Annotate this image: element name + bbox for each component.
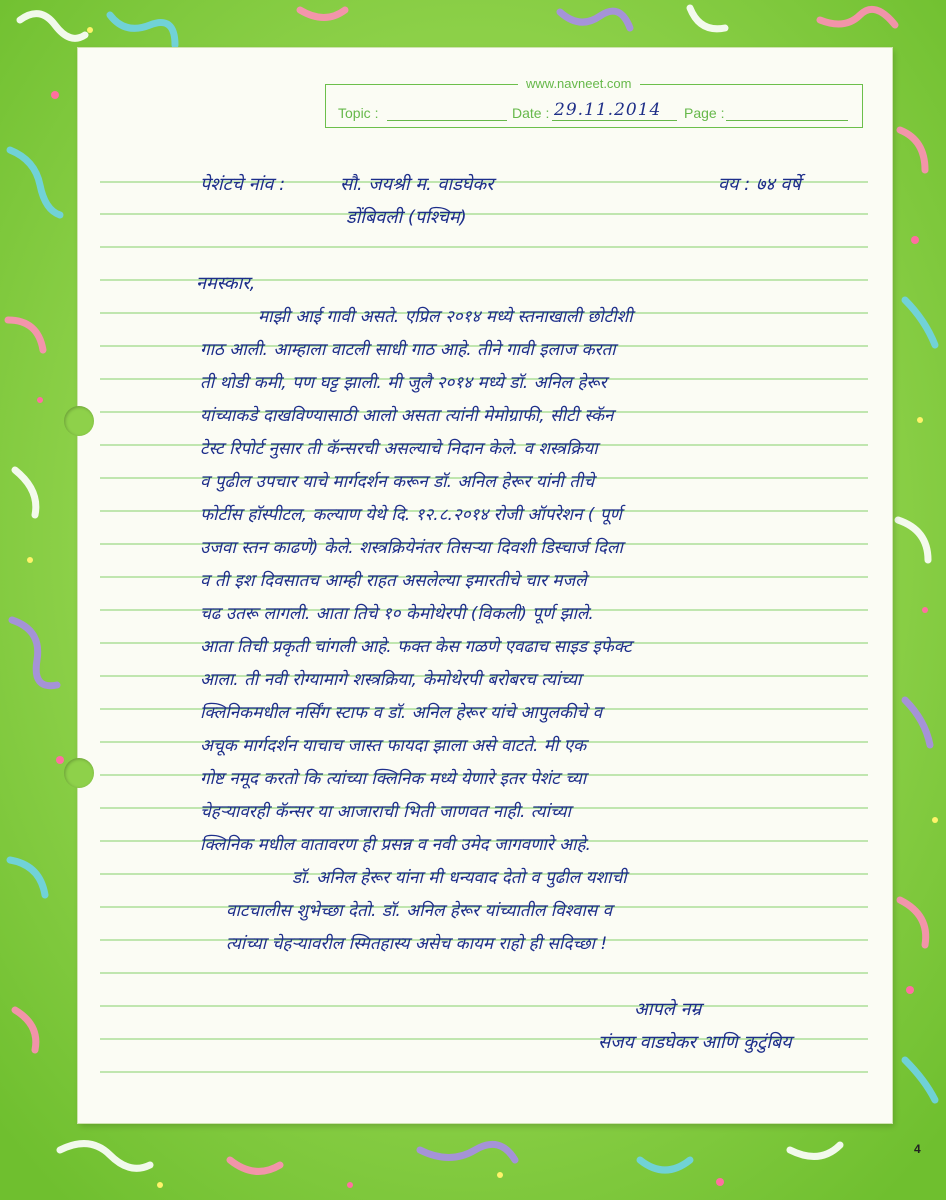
letter-line: क्लिनिक मधील वातावरण ही प्रसन्न व नवी उमेद जागवणारे आहे. <box>200 835 591 855</box>
page-label: Page : <box>684 105 725 121</box>
letter-line: चेहऱ्यावरही कॅन्सर या आजाराची भिती जाणवत नाही. त्यांच्या <box>200 802 571 822</box>
topic-line <box>387 120 507 121</box>
letter-line: यांच्याकडे दाखविण्यासाठी आलो असता त्यांनी मेमोग्राफी, सीटी स्कॅन <box>200 406 614 426</box>
page-line <box>726 120 848 121</box>
letter-line: गोष्ट नमूद करतो कि त्यांच्या क्लिनिक मध्ये येणारे इतर पेशंट च्या <box>200 769 587 789</box>
date-line <box>552 120 677 121</box>
greeting: नमस्कार, <box>196 273 256 294</box>
punch-hole-bottom <box>64 758 94 788</box>
date-label: Date : <box>512 105 550 121</box>
letter-line: माझी आई गावी असते. एप्रिल २०१४ मध्ये स्तनाखाली छोटीशी <box>258 307 633 327</box>
site-url: www.navneet.com <box>518 76 640 91</box>
letter-line: व पुढील उपचार याचे मार्गदर्शन करून डॉ. अनिल हेरूर यांनी तीचे <box>200 472 595 492</box>
closing: आपले नम्र <box>634 999 702 1020</box>
punch-hole-top <box>64 406 94 436</box>
patient-age: वय : ७४ वर्षे <box>718 174 801 195</box>
letter-line: त्यांच्या चेहऱ्यावरील स्मितहास्य असेच कायम राहो ही सदिच्छा ! <box>226 934 608 954</box>
patient-name: सौ. जयश्री म. वाडघेकर <box>340 174 494 195</box>
topic-label: Topic : <box>338 105 379 121</box>
letter-line: वाटचालीस शुभेच्छा देतो. डॉ. अनिल हेरूर यांच्यातील विश्वास व <box>226 901 613 921</box>
letter-line: गाठ आली. आम्हाला वाटली साधी गाठ आहे. तीने गावी इलाज करता <box>200 340 616 360</box>
letter-line: ती थोडी कमी, पण घट्ट झाली. मी जुलै २०१४ मध्ये डॉ. अनिल हेरूर <box>200 373 607 393</box>
date-value: 29.11.2014 <box>554 100 662 120</box>
letter-line: आता तिची प्रकृती चांगली आहे. फक्त केस गळणे एवढाच साइड इफेक्ट <box>200 637 632 657</box>
letter-line: टेस्ट रिपोर्ट नुसार ती कॅन्सरची असल्याचे निदान केले. व शस्त्रक्रिया <box>200 439 598 459</box>
letter-line: अचूक मार्गदर्शन याचाच जास्त फायदा झाला असे वाटते. मी एक <box>200 736 587 756</box>
patient-location: डोंबिवली (पश्चिम) <box>346 207 467 228</box>
letter-line: क्लिनिकमधील नर्सिंग स्टाफ व डॉ. अनिल हेरूर यांचे आपुलकीचे व <box>200 703 603 723</box>
letter-line: व ती इश दिवसातच आम्ही राहत असलेल्या इमारतीचे चार मजले <box>200 571 587 591</box>
patient-label: पेशंटचे नांव : <box>200 174 286 195</box>
letter-line: डॉ. अनिल हेरूर यांना मी धन्यवाद देतो व पुढील यशाची <box>292 868 627 888</box>
letter-line: आला. ती नवी रोग्यामागे शस्त्रक्रिया, केमोथेरपी बरोबरच त्यांच्या <box>200 670 582 690</box>
signature: संजय वाडघेकर आणि कुटुंबिय <box>598 1032 792 1053</box>
notebook-page <box>78 48 892 1123</box>
letter-line: उजवा स्तन काढणे) केले. शस्त्रक्रियेनंतर तिसऱ्या दिवशी डिस्चार्ज दिला <box>200 538 623 558</box>
page-number: 4 <box>914 1142 921 1156</box>
letter-line: चढ उतरू लागली. आता तिचे १० केमोथेरपी (विकली) पूर्ण झाले. <box>200 604 594 624</box>
letter-line: फोर्टीस हॉस्पीटल, कल्याण येथे दि. १२.८.२०१४ रोजी ऑपरेशन ( पूर्ण <box>200 505 622 525</box>
